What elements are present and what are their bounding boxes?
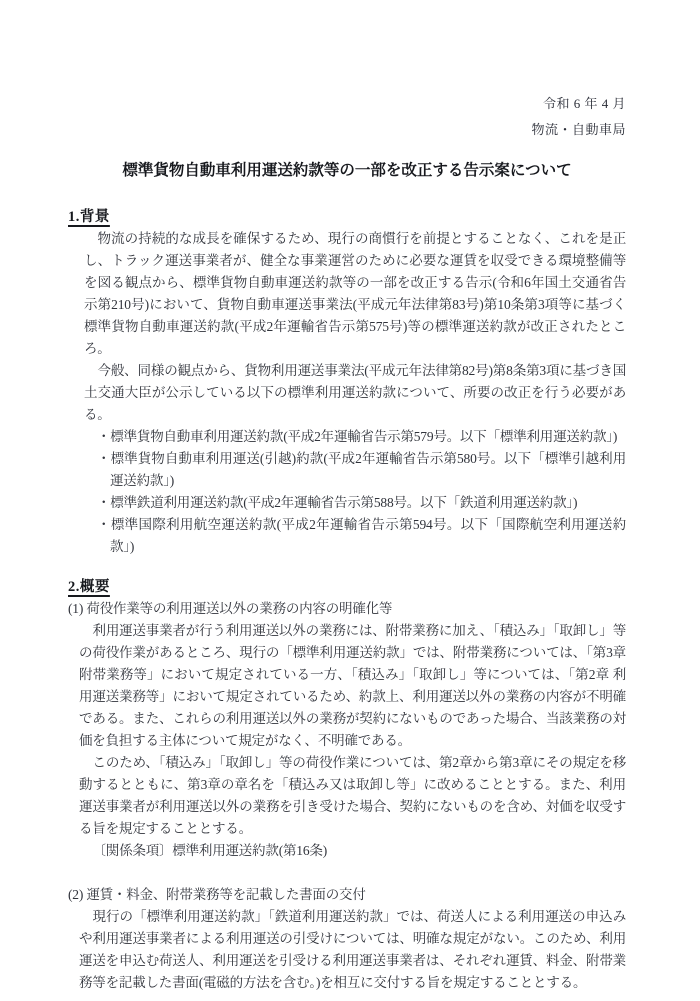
bullet-item-air-tariff: ・標準国際利用航空運送約款(平成2年運輸省告示第594号。以下「国際航空利用運送約款」) [97, 517, 626, 554]
bullet-item-standard-trucking-tariff: ・標準貨物自動車利用運送約款(平成2年運輸省告示第579号。以下「標準利用運送約款」) [97, 429, 618, 444]
bullet-item-rail-tariff: ・標準鉄道利用運送約款(平成2年運輸省告示第588号。以下「鉄道利用運送約款」) [97, 495, 578, 510]
doc-date: 令和 6 年 4 月 [542, 96, 626, 111]
section-overview [68, 576, 626, 994]
overview-item-2-body [79, 906, 626, 994]
overview-item-1-paragraph-1: 利用運送事業者が行う利用運送以外の業務には、附帯業務に加え、「積込み」「取卸し」等の荷役作業があるところ、現行の「標準利用運送約款」では、附帯業務については、「第3章 附帯業務等」において規定されている一方、「積込み」「取卸し」等については、「第2章 利用運送業務等」において規定されているため、約款上、利用運送以外の業務の内容が不明確である。また、これらの利用運送以外の業務が契約にないものであった場合、当該業務の対価を負担する主体について規定がなく、不明確である。 [79, 623, 626, 748]
doc-title: 標準貨物自動車利用運送約款等の一部を改正する告示案について [122, 162, 572, 179]
related-provisions-note: 〔関係条項〕標準利用運送約款(第16条) [92, 843, 327, 858]
section-1-heading: 1.背景 [68, 209, 110, 225]
overview-item-2-paragraph-1: 現行の「標準利用運送約款」「鉄道利用運送約款」では、荷送人による利用運送の申込みや利用運送事業者による利用運送の引受けについては、明確な規定がない。このため、利用運送を申込む荷送人、利用運送を引受ける利用運送事業者は、それぞれ運賃、料金、附帯業務等を記載した書面(電磁的方法を含む。)を相互に交付する旨を規定することとする。 [79, 909, 626, 990]
overview-item-1-paragraph-2: このため、「積込み」「取卸し」等の荷役作業については、第2章から第3章にその規定を移動するとともに、第3章の章名を「積込み又は取卸し等」に改めることとする。また、利用運送事業者が利用運送以外の業務を引き受けた場合、契約にないものを含め、対価を収受する旨を規定することとする。 [79, 755, 626, 836]
doc-author-org: 物流・自動車局 [531, 122, 626, 137]
background-paragraph-2: 今般、同様の観点から、貨物利用運送事業法(平成元年法律第82号)第8条第3項に基づき国土交通大臣が公示している以下の標準利用運送約款について、所要の改正を行う必要がある。 [84, 363, 626, 422]
overview-item-2-heading: (2) 運賃・料金、附帯業務等を記載した書面の交付 [68, 887, 366, 902]
overview-item-1-heading: (1) 荷役作業等の利用運送以外の業務の内容の明確化等 [68, 601, 393, 616]
background-paragraph-1: 物流の持続的な成長を確保するため、現行の商慣行を前提とすることなく、これを是正し、トラック運送事業者が、健全な事業運営のために必要な運賃を収受できる環境整備等を図る観点から、標準貨物自動車運送約款等の一部を改正する告示(令和6年国土交通省告示第210号)において、貨物自動車運送事業法(平成元年法律第83号)第10条第3項等に基づく標準貨物自動車運送約款(平成2年運輸省告示第575号)等の標準運送約款が改正されたところ。 [84, 231, 626, 356]
overview-item-2 [68, 884, 626, 994]
section-1-body [84, 228, 626, 558]
tariff-bullet-list [84, 426, 626, 558]
overview-item-1-body [79, 620, 626, 862]
section-2-heading: 2.概要 [68, 579, 110, 595]
section-background [68, 206, 626, 558]
overview-item-1 [68, 598, 626, 862]
bullet-item-moving-tariff: ・標準貨物自動車利用運送(引越)約款(平成2年運輸省告示第580号。以下「標準引越利用運送約款」) [97, 451, 626, 488]
doc-header [68, 91, 626, 143]
